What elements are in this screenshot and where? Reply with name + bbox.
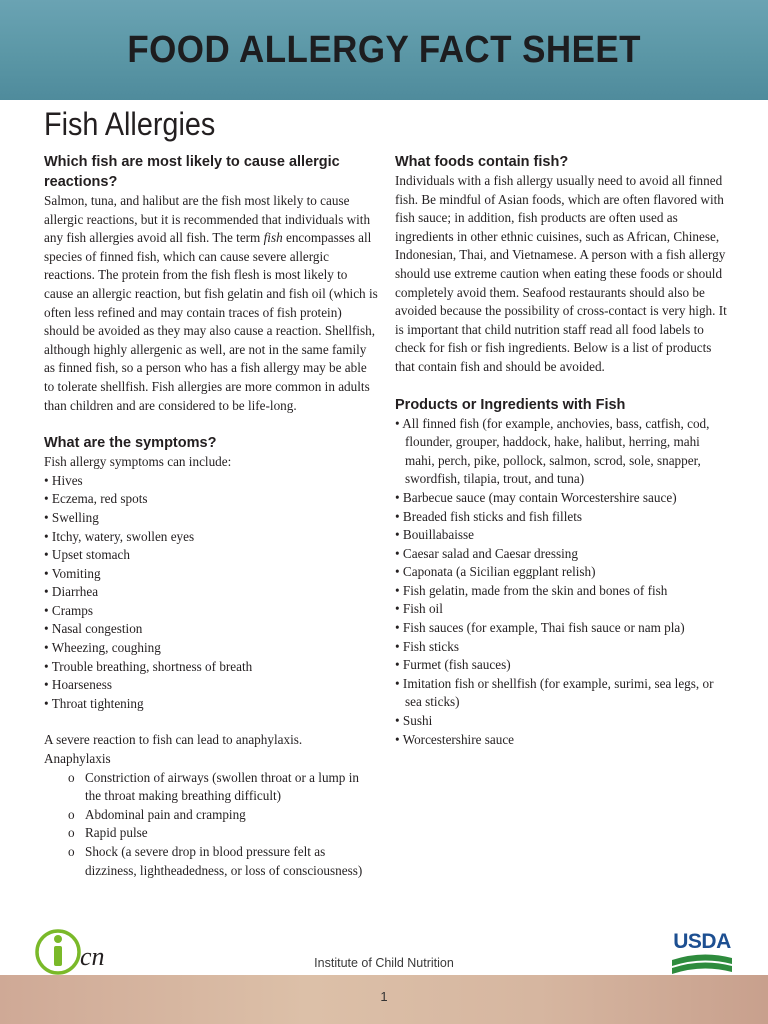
anaphylaxis-item: o Rapid pulse [44, 824, 378, 843]
anaphylaxis-item: o Shock (a severe drop in blood pressure felt as dizziness, lightheadedness, or loss of consciousness) [68, 844, 363, 878]
svg-text:cn: cn [80, 942, 105, 971]
sub-bullet-marker: o [68, 844, 75, 859]
product-item: • Sushi [395, 712, 729, 731]
symptom-item: • Vomiting [44, 565, 378, 584]
symptom-item: • Throat tightening [44, 695, 378, 714]
symptom-item: • Diarrhea [44, 583, 378, 602]
anaphylaxis-label: Anaphylaxis [44, 751, 111, 767]
page-number: 1 [380, 989, 388, 1004]
product-item: • Breaded fish sticks and fish fillets [395, 508, 729, 527]
symptom-item: • Itchy, watery, swollen eyes [44, 528, 378, 547]
product-item: • Fish oil [395, 600, 729, 619]
product-item: • Fish gelatin, made from the skin and bones of fish [395, 582, 729, 601]
anaphylaxis-item: o Abdominal pain and cramping [44, 806, 378, 825]
symptom-item: • Trouble breathing, shortness of breath [44, 658, 378, 677]
symptom-item: • Hoarseness [44, 676, 378, 695]
footer-organization: Institute of Child Nutrition [314, 956, 454, 970]
header-banner [0, 0, 768, 100]
sub-bullet-marker: o [68, 825, 75, 841]
symptom-item: • Nasal congestion [44, 620, 378, 639]
product-item: • Fish sauces (for example, Thai fish sauce or nam pla) [395, 619, 729, 638]
product-item: • Bouillabaisse [395, 526, 729, 545]
product-item: • Furmet (fish sauces) [395, 656, 729, 675]
section-heading-likely-fish: Which fish are most likely to cause allergic reactions? [44, 154, 340, 190]
symptom-list [44, 472, 378, 714]
product-list [395, 415, 729, 750]
emphasis-fish: fish [263, 230, 283, 246]
symptom-item: • Hives [44, 472, 378, 491]
left-column [44, 152, 378, 880]
section-heading-foods: What foods contain fish? [395, 154, 569, 170]
product-item: • Imitation fish or shellfish (for example, surimi, sea legs, or sea sticks) [395, 675, 729, 712]
sub-bullet-marker: o [68, 769, 75, 785]
product-item: • All finned fish (for example, anchovies, bass, catfish, cod, flounder, grouper, haddock, hake, halibut, herring, mahi mahi, perch, pike, pollock, salmon, scrod, sole, snapper, swordfish, tilapia, trout, and tuna) [395, 415, 729, 489]
anaphylaxis-list [44, 769, 378, 881]
symptom-item: • Swelling [44, 509, 378, 528]
usda-logo [670, 930, 734, 976]
usda-logo-text: USDA [673, 930, 731, 953]
symptom-item: • Wheezing, coughing [44, 639, 378, 658]
fact-sheet-title: FOOD ALLERGY FACT SHEET [127, 28, 641, 71]
product-item: • Fish sticks [395, 638, 729, 657]
symptom-item: • Cramps [44, 602, 378, 621]
symptom-item: • Eczema, red spots [44, 490, 378, 509]
right-column [395, 152, 729, 749]
symptom-item: • Upset stomach [44, 546, 378, 565]
page-title: Fish Allergies [44, 106, 216, 142]
sub-bullet-marker: o [68, 806, 75, 822]
anaphylaxis-item: o Constriction of airways (swollen throat or a lump in the throat making breathing difficult) [68, 769, 359, 804]
product-item: • Worcestershire sauce [395, 731, 729, 750]
product-item: • Caesar salad and Caesar dressing [395, 545, 729, 564]
section-body-likely-fish: Salmon, tuna, and halibut are the fish most likely to cause allergic reactions, but it is recommended that individuals with any fish allergies avoid all fish. The term fish encompasses all species of finned fish, which can cause severe allergic reactions. The protein from the fish flesh is most likely to cause an allergic reaction, but fish gelatin and fish oil (which is often less refined and may contain traces of fish protein) should be avoided as they may also cause a reaction. Shellfish, although highly allergenic as well, are not in the same family as finned fish, so a person who has a fish allergy may be able to tolerate shellfish. Fish allergies are more common in adults than children and are considered to be life-long. [44, 193, 378, 413]
anaphylaxis-intro: A severe reaction to fish can lead to anaphylaxis. [44, 732, 303, 748]
product-item: • Barbecue sauce (may contain Worcestershire sauce) [395, 489, 729, 508]
section-heading-products: Products or Ingredients with Fish [395, 396, 626, 413]
product-item: • Caponata (a Sicilian eggplant relish) [395, 563, 729, 582]
symptoms-intro: Fish allergy symptoms can include: [44, 454, 232, 470]
section-body-foods: Individuals with a fish allergy usually need to avoid all finned fish. Be mindful of Asian foods, which are often flavored with fish sauce; in addition, fish products are often used as ingredients in other ethnic cuisines, such as African, Chinese, Indonesian, Thai, and Vietnamese. A person with a fish allergy should use extreme caution when eating these foods or should completely avoid them. Seafood restaurants should also be avoided because the possibility of cross-contact is very high. It is important that child nutrition staff read all food labels to check for fish or fish ingredients. Below is a list of products that contain fish and should be avoided. [395, 173, 727, 374]
section-heading-symptoms: What are the symptoms? [44, 435, 217, 452]
